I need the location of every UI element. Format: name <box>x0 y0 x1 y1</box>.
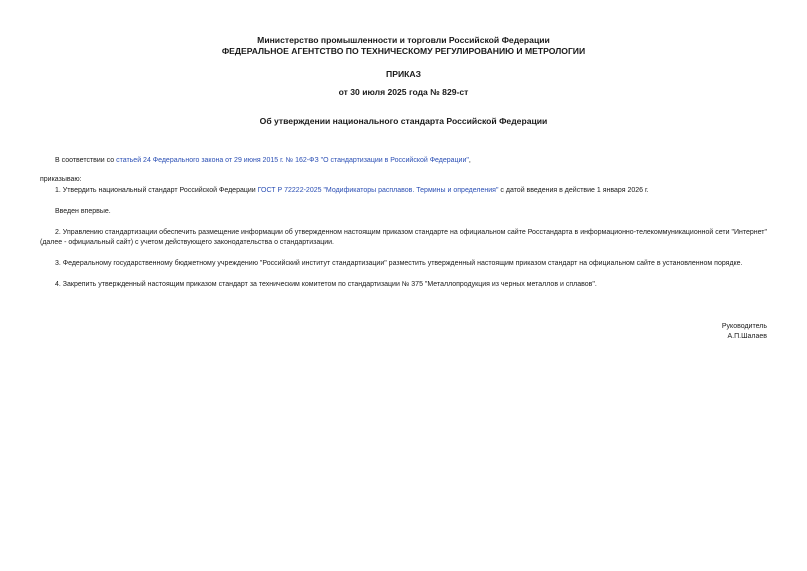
preamble-prefix: В соответствии со <box>55 157 117 164</box>
item-1-paragraph <box>55 186 649 196</box>
order-word: приказываю: <box>40 176 82 183</box>
document-date-number: от 30 июля 2025 года № 829-ст <box>338 87 469 97</box>
agency-name: ФЕДЕРАЛЬНОЕ АГЕНТСТВО ПО ТЕХНИЧЕСКОМУ РЕГУЛИРОВАНИЮ И МЕТРОЛОГИИ <box>221 46 586 56</box>
signatory-name: А.П.Шалаев <box>727 333 767 340</box>
item-1-prefix: 1. Утвердить национальный стандарт Российской Федерации <box>55 187 258 194</box>
document-title: Об утверждении национального стандарта Российской Федерации <box>259 116 548 126</box>
law-article-link[interactable]: статьей 24 Федерального закона от 29 июня 2015 г. № 162-ФЗ "О стандартизации в Российской Федерации" <box>116 157 469 164</box>
preamble-suffix: , <box>468 157 471 164</box>
item-1-suffix: с датой введения в действие 1 января 2026 г. <box>498 187 649 194</box>
item-3-paragraph: 3. Федеральному государственному бюджетному учреждению "Российский институт стандартизации" разместить утвержденный настоящим приказом стандарт на официальном сайте в установленном порядке. <box>55 260 743 267</box>
signatory-position: Руководитель <box>721 323 767 330</box>
ministry-name: Министерство промышленности и торговли Российской Федерации <box>257 35 550 45</box>
preamble-paragraph <box>55 156 471 166</box>
document-type: ПРИКАЗ <box>386 69 421 79</box>
item-4-paragraph: 4. Закрепить утвержденный настоящим приказом стандарт за техническим комитетом по стандартизации № 375 "Металлопродукция из черных металлов и сплавов". <box>55 281 597 288</box>
introduced-first-note: Введен впервые. <box>55 208 111 215</box>
standard-link[interactable]: ГОСТ Р 72222-2025 "Модификаторы расплавов. Термины и определения" <box>257 187 499 194</box>
item-2-paragraph: 2. Управлению стандартизации обеспечить размещение информации об утвержденном настоящим приказом стандарте на официальном сайте Росстандарта в информационно-телекоммуникационной сети "Интернет" (далее - официальный сайт) с учетом действующего законодательства о стандартизации. <box>40 229 767 246</box>
